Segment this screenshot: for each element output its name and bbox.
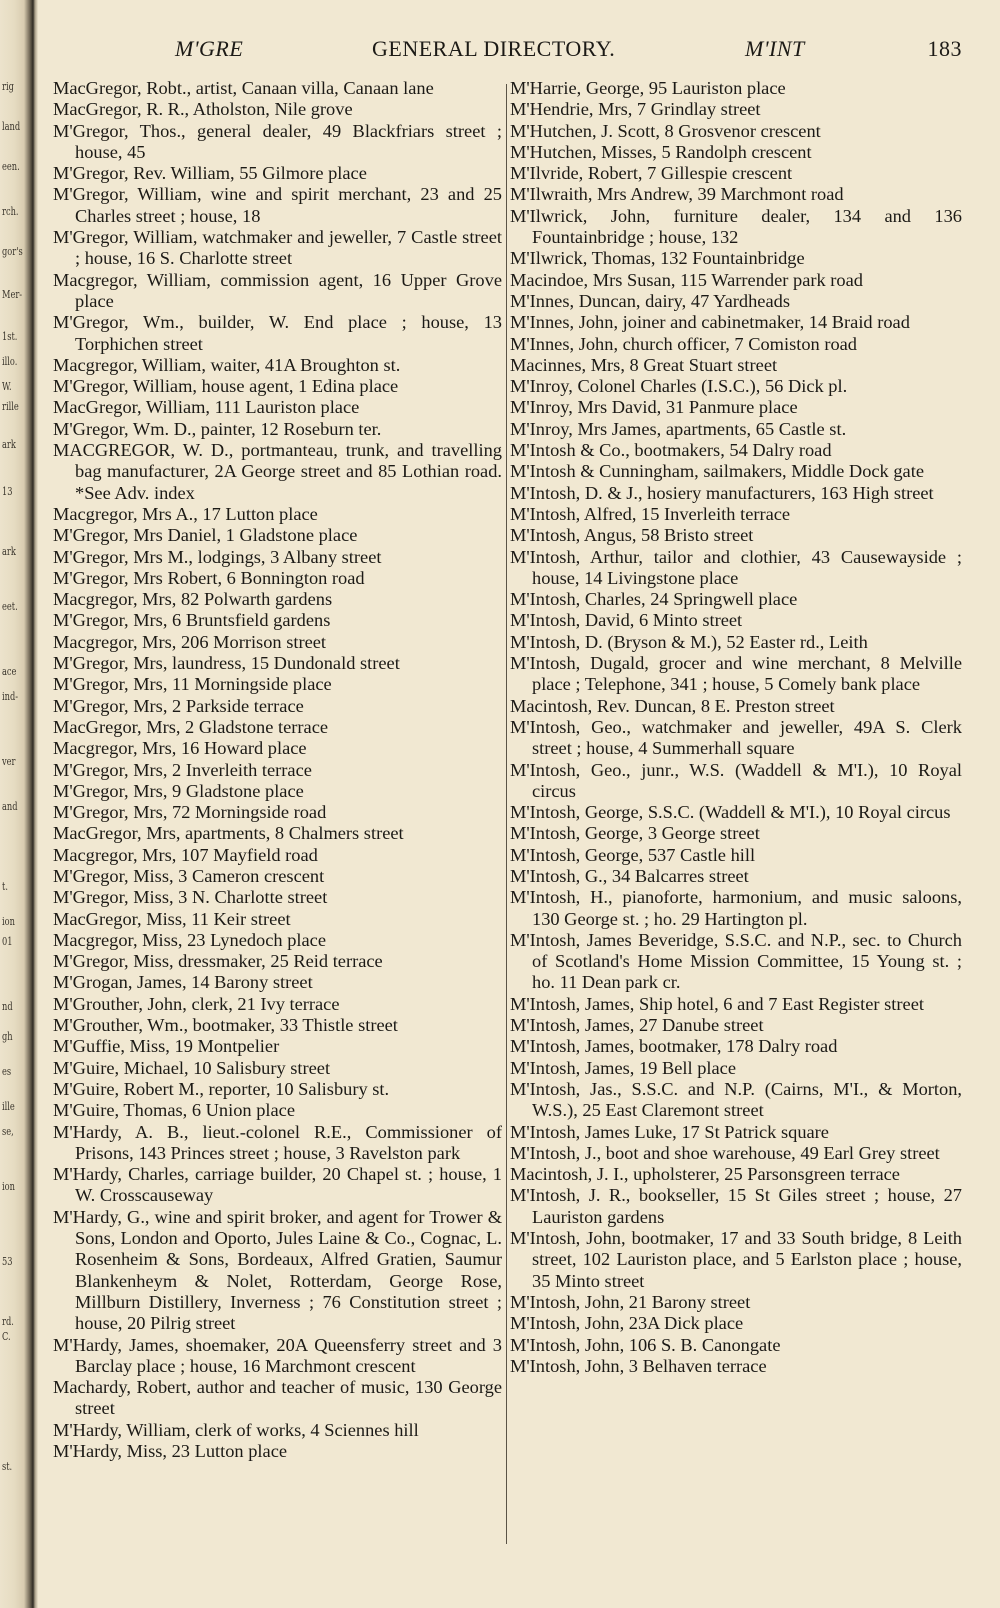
directory-entry: M'Gregor, Mrs M., lodgings, 3 Albany street: [53, 546, 382, 567]
directory-entry: M'Hardy, William, clerk of works, 4 Sciennes hill: [53, 1419, 419, 1440]
gutter-fragment: st.: [2, 1460, 13, 1473]
directory-entry: MacGregor, Mrs, apartments, 8 Chalmers street: [53, 823, 404, 844]
gutter-fragment: eet.: [2, 600, 18, 613]
gutter-fragment: ark: [2, 438, 16, 451]
directory-entry: M'Gregor, Mrs, 11 Morningside place: [53, 674, 332, 695]
directory-entry: Macgregor, Mrs, 82 Polwarth gardens: [53, 589, 333, 610]
directory-entry: MacGregor, R. R., Atholston, Nile grove: [53, 99, 353, 120]
gutter-fragment: ver: [2, 755, 16, 768]
directory-entry: M'Gregor, William, watchmaker and jeweller, 7 Castle street ; house, 16 S. Charlotte street: [53, 227, 502, 269]
directory-entry: M'Guire, Michael, 10 Salisbury street: [53, 1057, 331, 1078]
directory-entry: M'Intosh, George, 537 Castle hill: [510, 844, 756, 865]
gutter-fragment: ion: [2, 915, 15, 928]
gutter-fragment: rd.: [2, 1315, 14, 1328]
directory-entry: M'Gregor, Mrs, 2 Parkside terrace: [53, 695, 304, 716]
directory-entry: M'Ilvride, Robert, 7 Gillespie crescent: [510, 163, 793, 184]
gutter-fragment: C.: [2, 1330, 11, 1343]
directory-entry: Macgregor, William, commission agent, 16 Upper Grove place: [53, 269, 502, 311]
directory-entry: M'Hardy, G., wine and spirit broker, and agent for Trower & Sons, London and Oporto, Jules Laine & Co., Cognac, L. Rosenheim & Sons, Bordeaux, Alfred Gratien, Saumur Blankenheym & Nolet, Rotterdam, George Rose, Millburn Distillery, Inverness ; 76 Constitution street ; house, 20 Pilrig street: [53, 1206, 502, 1334]
directory-entry: Macindoe, Mrs Susan, 115 Warrender park road: [510, 269, 863, 290]
gutter-fragment: rch.: [2, 205, 19, 218]
directory-entry: Macgregor, Mrs A., 17 Lutton place: [53, 503, 318, 524]
gutter-fragment: Mer-: [2, 288, 23, 301]
directory-entry: MacGregor, Mrs, 2 Gladstone terrace: [53, 716, 329, 737]
directory-entry: M'Intosh, John, 23A Dick place: [510, 1313, 744, 1334]
directory-entry: M'Innes, John, joiner and cabinetmaker, 14 Braid road: [510, 312, 910, 333]
directory-entry: Macinnes, Mrs, 8 Great Stuart street: [510, 354, 778, 375]
directory-entry: M'Gregor, Mrs, laundress, 15 Dundonald street: [53, 653, 400, 674]
gutter-fragment: 01: [2, 935, 13, 948]
directory-entry: M'Intosh, Dugald, grocer and wine merchant, 8 Melville place ; Telephone, 341 ; house, 5 Comely bank place: [510, 653, 962, 695]
directory-entry: M'Gregor, William, house agent, 1 Edina place: [53, 376, 399, 397]
directory-entry: M'Gregor, Mrs, 2 Inverleith terrace: [53, 759, 312, 780]
directory-entry: M'Ilwrick, John, furniture dealer, 134 and 136 Fountainbridge ; house, 132: [510, 205, 962, 248]
directory-entry: M'Gregor, Mrs, 6 Bruntsfield gardens: [53, 610, 331, 631]
directory-entry: M'Intosh, George, 3 George street: [510, 823, 760, 844]
directory-entry: M'Intosh, David, 6 Minto street: [510, 610, 743, 631]
directory-entry: M'Intosh, James, Ship hotel, 6 and 7 East Register street: [510, 993, 924, 1014]
gutter-fragment: ille: [2, 1100, 15, 1113]
gutter-fragment: ion: [2, 1180, 15, 1193]
directory-entry: M'Gregor, Mrs, 9 Gladstone place: [53, 780, 304, 801]
directory-entry: MacGregor, Miss, 11 Keir street: [53, 908, 291, 929]
directory-entry: M'Intosh, Geo., watchmaker and jeweller, 49A S. Clerk street ; house, 4 Summerhall square: [510, 716, 962, 759]
directory-entry: M'Harrie, George, 95 Lauriston place: [510, 78, 786, 98]
left-column: [53, 78, 502, 1462]
directory-entry: M'Intosh, Jas., S.S.C. and N.P. (Cairns, M'I., & Morton, W.S.), 25 East Claremont street: [510, 1078, 962, 1121]
directory-entry: M'Hendrie, Mrs, 7 Grindlay street: [510, 99, 761, 120]
directory-entry: M'Intosh, Angus, 58 Bristo street: [510, 525, 754, 546]
directory-entry: M'Innes, Duncan, dairy, 47 Yardheads: [510, 290, 790, 311]
directory-entry: M'Grouther, Wm., bootmaker, 33 Thistle street: [53, 1015, 398, 1036]
gutter-fragment: rig: [2, 80, 14, 93]
directory-entry: M'Intosh, D. (Bryson & M.), 52 Easter rd., Leith: [510, 631, 868, 652]
gutter-fragment: se,: [2, 1125, 14, 1138]
header-title: GENERAL DIRECTORY.: [372, 36, 616, 61]
directory-entry: Macintosh, Rev. Duncan, 8 E. Preston street: [510, 695, 835, 716]
directory-entry: M'Intosh, John, bootmaker, 17 and 33 South bridge, 8 Leith street, 102 Lauriston place, and 5 Earlston place ; house, 35 Minto street: [510, 1228, 962, 1291]
directory-entry: Machardy, Robert, author and teacher of music, 130 George street: [53, 1377, 502, 1419]
header-left-catchword: M'GRE: [175, 36, 244, 61]
directory-entry: Macintosh, J. I., upholsterer, 25 Parsonsgreen terrace: [510, 1164, 900, 1185]
directory-entry: M'Hardy, Charles, carriage builder, 20 Chapel st. ; house, 1 W. Crosscauseway: [53, 1164, 502, 1206]
directory-entry: M'Intosh & Cunningham, sailmakers, Middle Dock gate: [510, 461, 924, 482]
directory-entry: M'Guire, Robert M., reporter, 10 Salisbury st.: [53, 1078, 390, 1099]
gutter-fragment: een.: [2, 160, 20, 173]
directory-entry: M'Guffie, Miss, 19 Montpelier: [53, 1036, 280, 1057]
directory-entry: MacGregor, Robt., artist, Canaan villa, Canaan lane: [53, 78, 434, 98]
directory-entry: M'Gregor, William, wine and spirit merchant, 23 and 25 Charles street ; house, 18: [53, 184, 502, 226]
directory-entry: Macgregor, Miss, 23 Lynedoch place: [53, 929, 327, 950]
directory-entry: M'Hardy, A. B., lieut.-colonel R.E., Commissioner of Prisons, 143 Princes street ; house, 3 Ravelston park: [53, 1121, 502, 1163]
directory-entry: M'Gregor, Mrs Robert, 6 Bonnington road: [53, 567, 365, 588]
gutter-fragment: 13: [2, 485, 13, 498]
directory-entry: M'Intosh, James, bootmaker, 178 Dalry road: [510, 1036, 838, 1057]
directory-entry: M'Intosh, Arthur, tailor and clothier, 43 Causewayside ; house, 14 Livingstone place: [510, 546, 962, 588]
directory-entry: Macgregor, William, waiter, 41A Broughton st.: [53, 354, 401, 375]
directory-entry: M'Intosh, James, 19 Bell place: [510, 1057, 737, 1078]
page-number: 183: [927, 36, 962, 61]
gutter-fragment: 1st.: [2, 330, 18, 343]
gutter-fragment: ace: [2, 665, 17, 678]
gutter-fragment: gor's: [2, 245, 23, 258]
directory-entry: MACGREGOR, W. D., portmanteau, trunk, and travelling bag manufacturer, 2A George street and 85 Lothian road. *See Adv. index: [53, 440, 502, 503]
gutter-fragment: ark: [2, 545, 16, 558]
directory-entry: M'Inroy, Mrs James, apartments, 65 Castle st.: [510, 418, 847, 439]
directory-entry: M'Intosh, John, 21 Barony street: [510, 1291, 751, 1312]
directory-entry: M'Gregor, Wm., builder, W. End place ; house, 13 Torphichen street: [53, 312, 502, 354]
directory-entry: M'Grouther, John, clerk, 21 Ivy terrace: [53, 993, 340, 1014]
directory-entry: M'Intosh, D. & J., hosiery manufacturers, 163 High street: [510, 482, 934, 503]
directory-entry: M'Gregor, Mrs Daniel, 1 Gladstone place: [53, 525, 358, 546]
directory-entry: M'Gregor, Rev. William, 55 Gilmore place: [53, 163, 367, 184]
directory-entry: M'Gregor, Miss, dressmaker, 25 Reid terrace: [53, 951, 383, 972]
directory-entry: M'Gregor, Miss, 3 Cameron crescent: [53, 865, 325, 886]
directory-entry: M'Intosh, John, 3 Belhaven terrace: [510, 1355, 767, 1376]
directory-entry: M'Intosh, J., boot and shoe warehouse, 49 Earl Grey street: [510, 1142, 940, 1163]
directory-entry: M'Intosh, Alfred, 15 Inverleith terrace: [510, 503, 791, 524]
gutter-fragment: land: [2, 120, 21, 133]
directory-entry: M'Intosh, James Luke, 17 St Patrick square: [510, 1121, 829, 1142]
right-column: [510, 78, 962, 1377]
header-right-catchword: M'INT: [745, 36, 805, 61]
directory-entry: M'Intosh, J. R., bookseller, 15 St Giles street ; house, 27 Lauriston gardens: [510, 1185, 962, 1227]
directory-entry: Macgregor, Mrs, 107 Mayfield road: [53, 844, 318, 865]
directory-entry: M'Intosh, G., 34 Balcarres street: [510, 865, 749, 886]
directory-entry: M'Hutchen, J. Scott, 8 Grosvenor crescent: [510, 120, 821, 141]
directory-entry: M'Intosh, James, 27 Danube street: [510, 1015, 764, 1036]
directory-entry: M'Gregor, Mrs, 72 Morningside road: [53, 802, 327, 823]
gutter-fragment: illo.: [2, 355, 18, 368]
directory-entry: M'Ilwraith, Mrs Andrew, 39 Marchmont road: [510, 184, 844, 205]
directory-entry: M'Inroy, Mrs David, 31 Panmure place: [510, 397, 798, 418]
gutter-fragment: rille: [2, 400, 19, 413]
gutter-fragment: gh: [2, 1030, 13, 1043]
directory-entry: M'Hutchen, Misses, 5 Randolph crescent: [510, 141, 812, 162]
gutter-fragment: 53: [2, 1255, 13, 1268]
directory-entry: M'Intosh, George, S.S.C. (Waddell & M'I.), 10 Royal circus: [510, 802, 951, 823]
gutter-fragment: es: [2, 1065, 12, 1078]
running-header: [175, 36, 962, 66]
directory-entry: M'Inroy, Colonel Charles (I.S.C.), 56 Dick pl.: [510, 376, 848, 397]
directory-entry: M'Innes, John, church officer, 7 Comiston road: [510, 333, 857, 354]
gutter-fragment: nd: [2, 1000, 13, 1013]
directory-entry: M'Grogan, James, 14 Barony street: [53, 972, 313, 993]
directory-entry: M'Guire, Thomas, 6 Union place: [53, 1100, 296, 1121]
gutter-fragment: W.: [2, 380, 12, 393]
directory-entry: M'Intosh & Co., bootmakers, 54 Dalry road: [510, 440, 832, 461]
directory-entry: M'Gregor, Miss, 3 N. Charlotte street: [53, 887, 328, 908]
directory-entry: M'Intosh, James Beveridge, S.S.C. and N.P., sec. to Church of Scotland's Home Mission Committee, 15 Young st. ; ho. 11 Dean park cr.: [510, 929, 962, 993]
directory-entry: M'Ilwrick, Thomas, 132 Fountainbridge: [510, 248, 805, 269]
directory-entry: M'Intosh, Charles, 24 Springwell place: [510, 589, 798, 610]
column-divider: [506, 84, 507, 1544]
gutter-fragment: ind-: [2, 690, 19, 703]
directory-entry: M'Intosh, John, 106 S. B. Canongate: [510, 1334, 781, 1355]
directory-entry: M'Gregor, Wm. D., painter, 12 Roseburn ter.: [53, 418, 382, 439]
directory-entry: M'Hardy, Miss, 23 Lutton place: [53, 1441, 288, 1461]
directory-entry: M'Intosh, H., pianoforte, harmonium, and music saloons, 130 George st. ; ho. 29 Hartington pl.: [510, 887, 962, 929]
directory-entry: M'Gregor, Thos., general dealer, 49 Blackfriars street ; house, 45: [53, 120, 502, 162]
directory-entry: M'Hardy, James, shoemaker, 20A Queensferry street and 3 Barclay place ; house, 16 Marchmont crescent: [53, 1334, 502, 1376]
directory-entry: M'Intosh, Geo., junr., W.S. (Waddell & M'I.), 10 Royal circus: [510, 759, 962, 801]
gutter-fragment: t.: [2, 880, 8, 893]
directory-entry: Macgregor, Mrs, 16 Howard place: [53, 738, 307, 759]
directory-entry: Macgregor, Mrs, 206 Morrison street: [53, 631, 327, 652]
directory-entry: MacGregor, William, 111 Lauriston place: [53, 397, 360, 418]
gutter-fragment: and: [2, 800, 18, 813]
